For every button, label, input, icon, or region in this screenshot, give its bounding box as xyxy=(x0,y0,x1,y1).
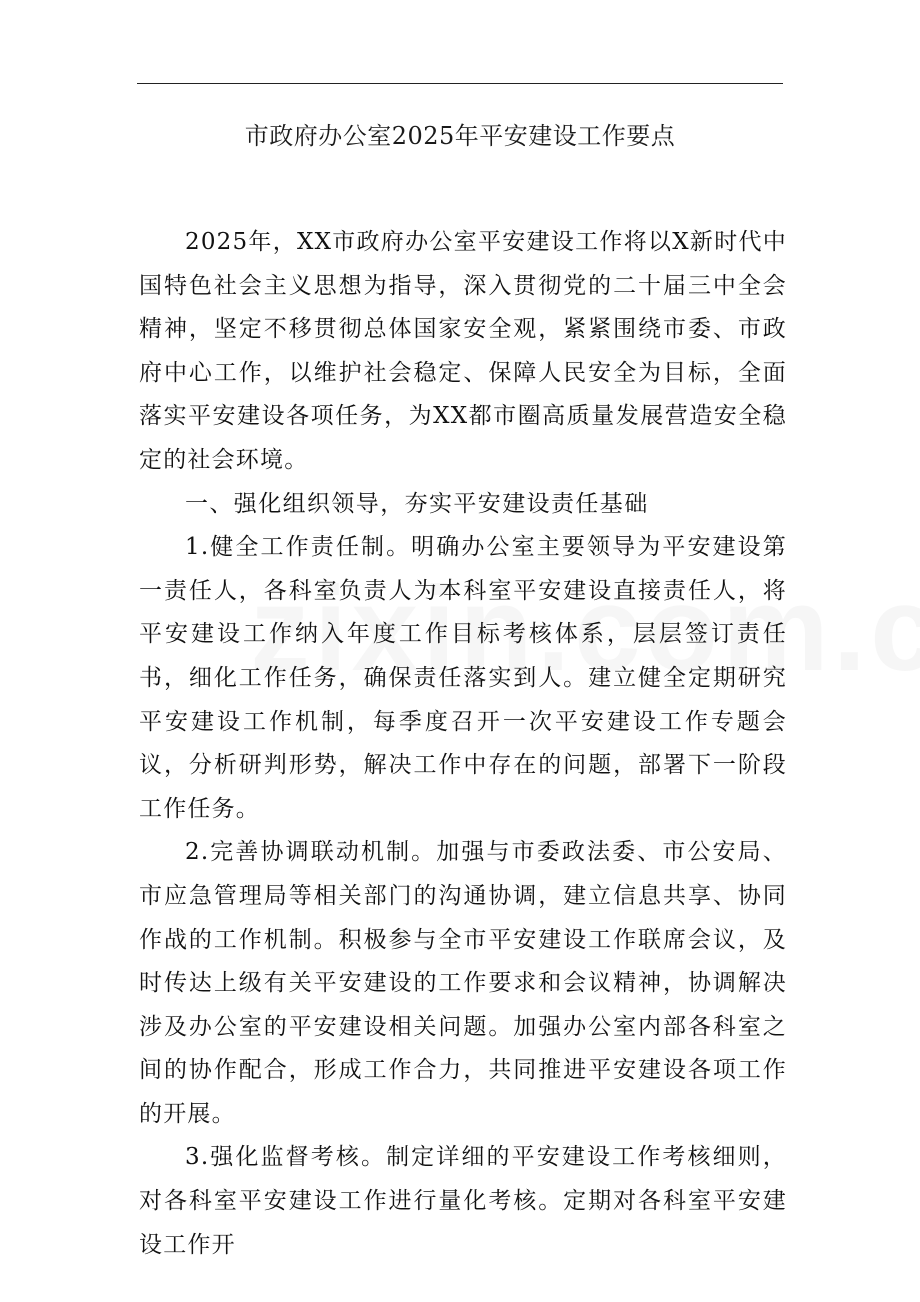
section-heading-1: 一、强化组织领导，夯实平安建设责任基础 xyxy=(185,490,649,517)
intro-paragraph: 2025年，XX市政府办公室平安建设工作将以X新时代中国特色社会主义思想为指导，深入贯彻党的二十届三中全会精神，坚定不移贯彻总体国家安全观，紧紧围绕市委、市政府中心工作，以维护社会稳定、保障人民安全为目标，全面落实平安建设各项任务，为XX都市圈高质量发展营造安全稳定的社会环境。 xyxy=(139,229,787,473)
document-title: 市政府办公室2025年平安建设工作要点 xyxy=(244,122,676,150)
item-paragraph-3: 3.强化监督考核。制定详细的平安建设工作考核细则，对各科室平安建设工作进行量化考核。定期对各科室平安建设工作开 xyxy=(139,1144,787,1258)
document-body xyxy=(139,221,787,1267)
item-paragraph-1: 1.健全工作责任制。明确办公室主要领导为平安建设第一责任人，各科室负责人为本科室平安建设直接责任人，将平安建设工作纳入年度工作目标考核体系，层层签订责任书，细化工作任务，确保责任落实到人。建立健全定期研究平安建设工作机制，每季度召开一次平安建设工作专题会议，分析研判形势，解决工作中存在的问题，部署下一阶段工作任务。 xyxy=(139,534,787,822)
item-paragraph-2: 2.完善协调联动机制。加强与市委政法委、市公安局、市应急管理局等相关部门的沟通协调，建立信息共享、协同作战的工作机制。积极参与全市平安建设工作联席会议，及时传达上级有关平安建设的工作要求和会议精神，协调解决涉及办公室的平安建设相关问题。加强办公室内部各科室之间的协作配合，形成工作合力，共同推进平安建设各项工作的开展。 xyxy=(139,839,787,1127)
header-rule xyxy=(137,83,783,84)
